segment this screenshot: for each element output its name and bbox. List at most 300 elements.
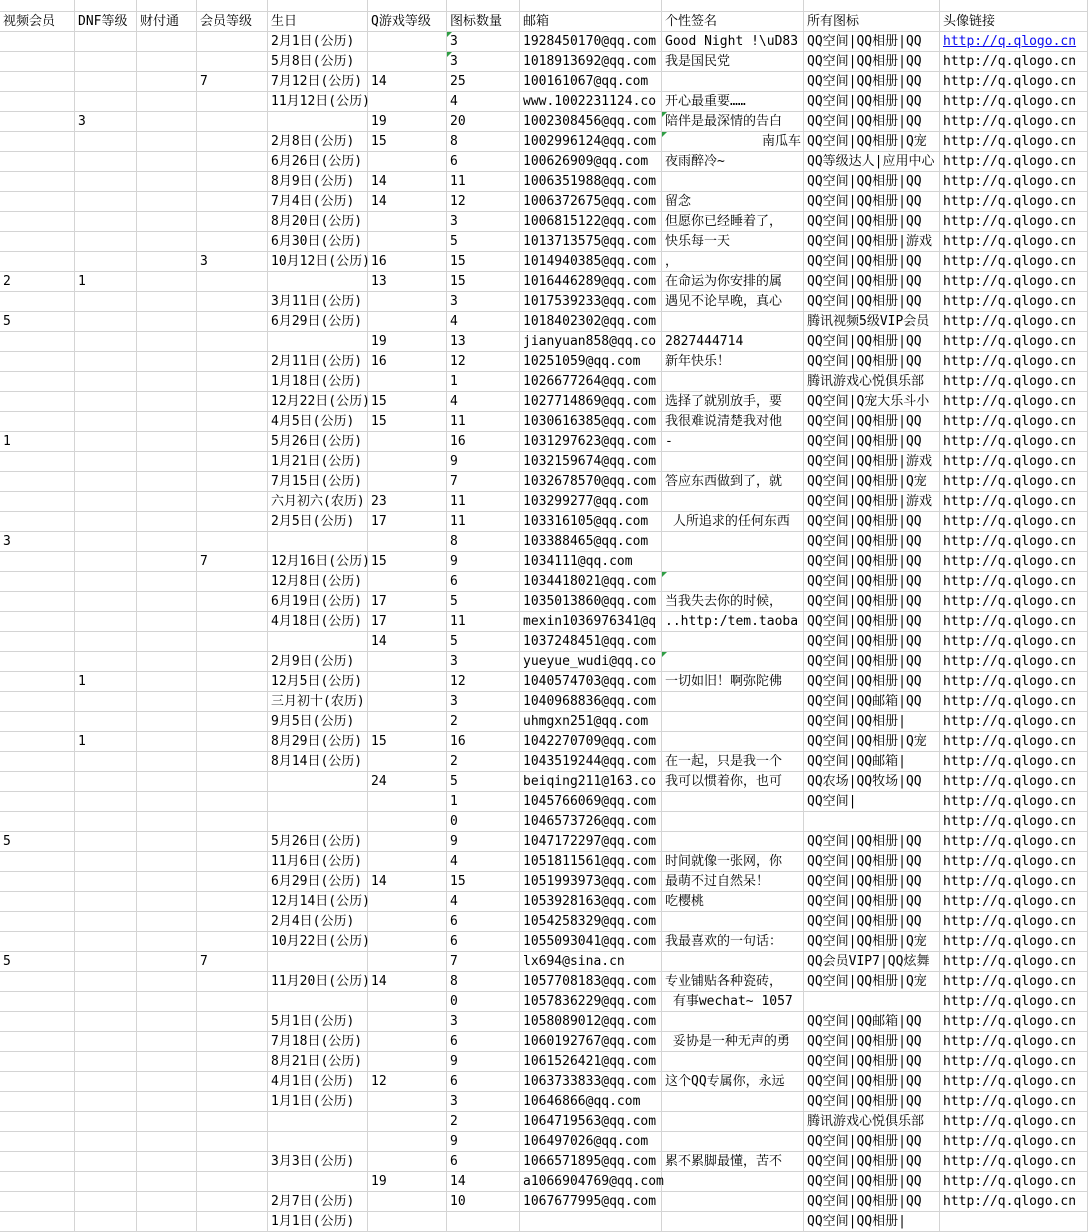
cell-avatar_link[interactable] — [940, 732, 1088, 752]
cell-birthday[interactable] — [268, 532, 368, 552]
cell-birthday[interactable] — [268, 732, 368, 752]
cell-birthday[interactable] — [268, 152, 368, 172]
cell-birthday[interactable] — [268, 752, 368, 772]
cell-dnf_level[interactable] — [75, 152, 137, 172]
cell-video_vip[interactable] — [0, 252, 75, 272]
cell-all_icons[interactable] — [804, 632, 940, 652]
cell-signature[interactable] — [662, 712, 804, 732]
cell-signature[interactable] — [662, 1092, 804, 1112]
cell-dnf_level[interactable] — [75, 272, 137, 292]
cell-all_icons[interactable] — [804, 152, 940, 172]
cell-dnf_level[interactable] — [75, 572, 137, 592]
cell-signature[interactable] — [662, 212, 804, 232]
cell-vip_level[interactable] — [197, 72, 268, 92]
cell-all_icons[interactable] — [804, 272, 940, 292]
cell-dnf_level[interactable] — [75, 612, 137, 632]
cell-q_game_level[interactable] — [368, 572, 447, 592]
cell-video_vip[interactable] — [0, 172, 75, 192]
cell-email[interactable] — [520, 692, 662, 712]
cell-q_game_level[interactable] — [368, 492, 447, 512]
cell-email[interactable] — [520, 712, 662, 732]
cell-all_icons[interactable] — [804, 772, 940, 792]
cell-icon_count[interactable] — [447, 692, 520, 712]
cell-dnf_level[interactable] — [75, 52, 137, 72]
cell-icon_count[interactable] — [447, 1152, 520, 1172]
cell-all_icons[interactable] — [804, 72, 940, 92]
cell-icon_count[interactable] — [447, 1212, 520, 1232]
cell-tenpay[interactable] — [137, 452, 197, 472]
cell-vip_level[interactable] — [197, 1212, 268, 1232]
cell-q_game_level[interactable] — [368, 752, 447, 772]
cell-all_icons[interactable] — [804, 672, 940, 692]
cell-tenpay[interactable] — [137, 872, 197, 892]
cell-tenpay[interactable] — [137, 72, 197, 92]
cell-video_vip[interactable] — [0, 312, 75, 332]
cell-birthday[interactable] — [268, 512, 368, 532]
cell-avatar_link[interactable] — [940, 52, 1088, 72]
cell-icon_count[interactable] — [447, 1192, 520, 1212]
cell-dnf_level[interactable] — [75, 172, 137, 192]
cell-tenpay[interactable] — [137, 1052, 197, 1072]
cell-avatar_link[interactable] — [940, 312, 1088, 332]
cell-dnf_level[interactable] — [75, 932, 137, 952]
cell-all_icons[interactable] — [804, 1172, 940, 1192]
cell-signature[interactable] — [662, 572, 804, 592]
cell-dnf_level[interactable] — [75, 472, 137, 492]
cell-vip_level[interactable] — [197, 772, 268, 792]
cell-video_vip[interactable] — [0, 692, 75, 712]
cell-tenpay[interactable] — [137, 772, 197, 792]
column-header-email[interactable] — [520, 12, 662, 32]
cell-video_vip[interactable] — [0, 572, 75, 592]
cell-vip_level[interactable] — [197, 892, 268, 912]
cell-birthday[interactable] — [268, 792, 368, 812]
cell-email[interactable] — [520, 492, 662, 512]
cell-tenpay[interactable] — [137, 952, 197, 972]
cell-avatar_link[interactable] — [940, 152, 1088, 172]
cell-q_game_level[interactable] — [368, 592, 447, 612]
cell-email[interactable] — [520, 352, 662, 372]
cell-email[interactable] — [520, 1072, 662, 1092]
cell-vip_level[interactable] — [197, 472, 268, 492]
cell-q_game_level[interactable] — [368, 32, 447, 52]
cell-signature[interactable] — [662, 172, 804, 192]
cell-email[interactable] — [520, 552, 662, 572]
cell-video_vip[interactable] — [0, 32, 75, 52]
cell-all_icons[interactable] — [804, 572, 940, 592]
cell-empty[interactable] — [520, 0, 662, 12]
cell-email[interactable] — [520, 512, 662, 532]
cell-vip_level[interactable] — [197, 512, 268, 532]
cell-q_game_level[interactable] — [368, 1192, 447, 1212]
column-header-all_icons[interactable] — [804, 12, 940, 32]
cell-q_game_level[interactable] — [368, 252, 447, 272]
cell-video_vip[interactable] — [0, 632, 75, 652]
cell-vip_level[interactable] — [197, 972, 268, 992]
cell-q_game_level[interactable] — [368, 1012, 447, 1032]
column-header-dnf_level[interactable] — [75, 12, 137, 32]
cell-signature[interactable] — [662, 772, 804, 792]
cell-vip_level[interactable] — [197, 172, 268, 192]
cell-signature[interactable] — [662, 832, 804, 852]
cell-avatar_link[interactable] — [940, 952, 1088, 972]
cell-dnf_level[interactable] — [75, 492, 137, 512]
cell-vip_level[interactable] — [197, 492, 268, 512]
cell-all_icons[interactable] — [804, 612, 940, 632]
cell-tenpay[interactable] — [137, 392, 197, 412]
cell-email[interactable] — [520, 232, 662, 252]
column-header-birthday[interactable] — [268, 12, 368, 32]
cell-signature[interactable] — [662, 612, 804, 632]
cell-avatar_link[interactable] — [940, 472, 1088, 492]
cell-dnf_level[interactable] — [75, 552, 137, 572]
cell-tenpay[interactable] — [137, 32, 197, 52]
cell-video_vip[interactable] — [0, 192, 75, 212]
cell-avatar_link[interactable] — [940, 1212, 1088, 1232]
cell-avatar_link[interactable] — [940, 592, 1088, 612]
cell-birthday[interactable] — [268, 632, 368, 652]
cell-video_vip[interactable] — [0, 592, 75, 612]
cell-avatar_link[interactable] — [940, 92, 1088, 112]
cell-tenpay[interactable] — [137, 672, 197, 692]
cell-signature[interactable] — [662, 232, 804, 252]
cell-all_icons[interactable] — [804, 212, 940, 232]
cell-tenpay[interactable] — [137, 1192, 197, 1212]
cell-tenpay[interactable] — [137, 912, 197, 932]
cell-vip_level[interactable] — [197, 1132, 268, 1152]
cell-empty[interactable] — [268, 0, 368, 12]
cell-birthday[interactable] — [268, 932, 368, 952]
cell-tenpay[interactable] — [137, 212, 197, 232]
cell-video_vip[interactable] — [0, 952, 75, 972]
cell-avatar_link[interactable] — [940, 432, 1088, 452]
cell-q_game_level[interactable] — [368, 452, 447, 472]
cell-avatar_link[interactable] — [940, 132, 1088, 152]
cell-all_icons[interactable] — [804, 1152, 940, 1172]
cell-tenpay[interactable] — [137, 792, 197, 812]
cell-tenpay[interactable] — [137, 352, 197, 372]
cell-icon_count[interactable] — [447, 1052, 520, 1072]
cell-all_icons[interactable] — [804, 532, 940, 552]
cell-email[interactable] — [520, 192, 662, 212]
cell-birthday[interactable] — [268, 592, 368, 612]
cell-tenpay[interactable] — [137, 312, 197, 332]
cell-vip_level[interactable] — [197, 312, 268, 332]
cell-tenpay[interactable] — [137, 932, 197, 952]
cell-dnf_level[interactable] — [75, 692, 137, 712]
cell-avatar_link[interactable] — [940, 1192, 1088, 1212]
cell-email[interactable] — [520, 772, 662, 792]
cell-q_game_level[interactable] — [368, 1152, 447, 1172]
cell-dnf_level[interactable] — [75, 92, 137, 112]
cell-email[interactable] — [520, 992, 662, 1012]
cell-avatar_link[interactable] — [940, 192, 1088, 212]
cell-tenpay[interactable] — [137, 192, 197, 212]
cell-email[interactable] — [520, 952, 662, 972]
cell-birthday[interactable] — [268, 1132, 368, 1152]
cell-signature[interactable] — [662, 292, 804, 312]
cell-dnf_level[interactable] — [75, 992, 137, 1012]
cell-signature[interactable] — [662, 32, 804, 52]
cell-birthday[interactable] — [268, 192, 368, 212]
cell-dnf_level[interactable] — [75, 592, 137, 612]
cell-video_vip[interactable] — [0, 652, 75, 672]
cell-avatar_link[interactable] — [940, 1052, 1088, 1072]
cell-tenpay[interactable] — [137, 332, 197, 352]
cell-vip_level[interactable] — [197, 1032, 268, 1052]
cell-dnf_level[interactable] — [75, 752, 137, 772]
cell-video_vip[interactable] — [0, 1132, 75, 1152]
cell-birthday[interactable] — [268, 1192, 368, 1212]
cell-video_vip[interactable] — [0, 972, 75, 992]
cell-avatar_link[interactable] — [940, 452, 1088, 472]
cell-avatar_link[interactable] — [940, 612, 1088, 632]
cell-email[interactable] — [520, 932, 662, 952]
cell-tenpay[interactable] — [137, 512, 197, 532]
cell-dnf_level[interactable] — [75, 512, 137, 532]
cell-q_game_level[interactable] — [368, 1132, 447, 1152]
cell-vip_level[interactable] — [197, 912, 268, 932]
cell-avatar_link[interactable] — [940, 812, 1088, 832]
cell-icon_count[interactable] — [447, 452, 520, 472]
cell-birthday[interactable] — [268, 92, 368, 112]
cell-all_icons[interactable] — [804, 592, 940, 612]
cell-signature[interactable] — [662, 352, 804, 372]
cell-vip_level[interactable] — [197, 292, 268, 312]
cell-dnf_level[interactable] — [75, 1092, 137, 1112]
cell-signature[interactable] — [662, 992, 804, 1012]
cell-dnf_level[interactable] — [75, 412, 137, 432]
cell-tenpay[interactable] — [137, 1072, 197, 1092]
cell-video_vip[interactable] — [0, 1152, 75, 1172]
cell-q_game_level[interactable] — [368, 212, 447, 232]
cell-dnf_level[interactable] — [75, 112, 137, 132]
cell-avatar_link[interactable] — [940, 1152, 1088, 1172]
cell-email[interactable] — [520, 272, 662, 292]
cell-vip_level[interactable] — [197, 832, 268, 852]
cell-dnf_level[interactable] — [75, 1192, 137, 1212]
cell-video_vip[interactable] — [0, 812, 75, 832]
cell-vip_level[interactable] — [197, 1172, 268, 1192]
cell-q_game_level[interactable] — [368, 832, 447, 852]
cell-q_game_level[interactable] — [368, 352, 447, 372]
cell-all_icons[interactable] — [804, 1012, 940, 1032]
cell-tenpay[interactable] — [137, 732, 197, 752]
cell-signature[interactable] — [662, 152, 804, 172]
cell-dnf_level[interactable] — [75, 892, 137, 912]
cell-video_vip[interactable] — [0, 1192, 75, 1212]
cell-dnf_level[interactable] — [75, 372, 137, 392]
cell-all_icons[interactable] — [804, 1192, 940, 1212]
cell-vip_level[interactable] — [197, 792, 268, 812]
cell-avatar_link[interactable] — [940, 852, 1088, 872]
cell-tenpay[interactable] — [137, 1152, 197, 1172]
cell-signature[interactable] — [662, 432, 804, 452]
cell-dnf_level[interactable] — [75, 312, 137, 332]
cell-email[interactable] — [520, 832, 662, 852]
cell-tenpay[interactable] — [137, 372, 197, 392]
cell-email[interactable] — [520, 1032, 662, 1052]
cell-icon_count[interactable] — [447, 572, 520, 592]
cell-icon_count[interactable] — [447, 1072, 520, 1092]
cell-tenpay[interactable] — [137, 652, 197, 672]
cell-signature[interactable] — [662, 492, 804, 512]
cell-signature[interactable] — [662, 1172, 804, 1192]
cell-video_vip[interactable] — [0, 1092, 75, 1112]
cell-q_game_level[interactable] — [368, 432, 447, 452]
cell-birthday[interactable] — [268, 772, 368, 792]
cell-tenpay[interactable] — [137, 172, 197, 192]
cell-tenpay[interactable] — [137, 472, 197, 492]
cell-video_vip[interactable] — [0, 152, 75, 172]
cell-video_vip[interactable] — [0, 72, 75, 92]
cell-avatar_link[interactable] — [940, 652, 1088, 672]
cell-dnf_level[interactable] — [75, 792, 137, 812]
cell-icon_count[interactable] — [447, 852, 520, 872]
cell-q_game_level[interactable] — [368, 552, 447, 572]
cell-dnf_level[interactable] — [75, 672, 137, 692]
cell-q_game_level[interactable] — [368, 512, 447, 532]
cell-icon_count[interactable] — [447, 1012, 520, 1032]
cell-all_icons[interactable] — [804, 332, 940, 352]
cell-dnf_level[interactable] — [75, 852, 137, 872]
cell-avatar_link[interactable] — [940, 1132, 1088, 1152]
cell-avatar_link[interactable] — [940, 792, 1088, 812]
cell-all_icons[interactable] — [804, 292, 940, 312]
cell-avatar_link[interactable] — [940, 752, 1088, 772]
cell-tenpay[interactable] — [137, 692, 197, 712]
cell-video_vip[interactable] — [0, 752, 75, 772]
cell-signature[interactable] — [662, 392, 804, 412]
cell-signature[interactable] — [662, 472, 804, 492]
cell-vip_level[interactable] — [197, 632, 268, 652]
cell-all_icons[interactable] — [804, 1092, 940, 1112]
cell-signature[interactable] — [662, 952, 804, 972]
cell-dnf_level[interactable] — [75, 772, 137, 792]
cell-dnf_level[interactable] — [75, 1072, 137, 1092]
cell-icon_count[interactable] — [447, 1172, 520, 1192]
cell-all_icons[interactable] — [804, 1212, 940, 1232]
cell-vip_level[interactable] — [197, 232, 268, 252]
cell-all_icons[interactable] — [804, 52, 940, 72]
cell-birthday[interactable] — [268, 492, 368, 512]
cell-video_vip[interactable] — [0, 412, 75, 432]
cell-birthday[interactable] — [268, 252, 368, 272]
cell-birthday[interactable] — [268, 1152, 368, 1172]
cell-video_vip[interactable] — [0, 92, 75, 112]
cell-empty[interactable] — [662, 0, 804, 12]
cell-vip_level[interactable] — [197, 332, 268, 352]
cell-tenpay[interactable] — [137, 1132, 197, 1152]
cell-tenpay[interactable] — [137, 252, 197, 272]
cell-vip_level[interactable] — [197, 852, 268, 872]
cell-birthday[interactable] — [268, 612, 368, 632]
cell-birthday[interactable] — [268, 72, 368, 92]
cell-dnf_level[interactable] — [75, 432, 137, 452]
cell-video_vip[interactable] — [0, 112, 75, 132]
cell-vip_level[interactable] — [197, 452, 268, 472]
cell-dnf_level[interactable] — [75, 452, 137, 472]
cell-tenpay[interactable] — [137, 1212, 197, 1232]
cell-video_vip[interactable] — [0, 372, 75, 392]
cell-signature[interactable] — [662, 912, 804, 932]
cell-tenpay[interactable] — [137, 52, 197, 72]
cell-icon_count[interactable] — [447, 992, 520, 1012]
cell-icon_count[interactable] — [447, 712, 520, 732]
cell-avatar_link[interactable] — [940, 972, 1088, 992]
cell-email[interactable] — [520, 1012, 662, 1032]
cell-signature[interactable] — [662, 252, 804, 272]
cell-icon_count[interactable] — [447, 32, 520, 52]
cell-avatar_link[interactable] — [940, 1112, 1088, 1132]
cell-dnf_level[interactable] — [75, 912, 137, 932]
cell-signature[interactable] — [662, 1192, 804, 1212]
cell-signature[interactable] — [662, 92, 804, 112]
cell-video_vip[interactable] — [0, 872, 75, 892]
cell-email[interactable] — [520, 892, 662, 912]
cell-icon_count[interactable] — [447, 792, 520, 812]
cell-signature[interactable] — [662, 752, 804, 772]
cell-icon_count[interactable] — [447, 1092, 520, 1112]
cell-icon_count[interactable] — [447, 592, 520, 612]
cell-all_icons[interactable] — [804, 472, 940, 492]
cell-vip_level[interactable] — [197, 352, 268, 372]
cell-empty[interactable] — [368, 0, 447, 12]
cell-q_game_level[interactable] — [368, 52, 447, 72]
cell-icon_count[interactable] — [447, 292, 520, 312]
cell-tenpay[interactable] — [137, 632, 197, 652]
cell-vip_level[interactable] — [197, 212, 268, 232]
cell-vip_level[interactable] — [197, 252, 268, 272]
cell-icon_count[interactable] — [447, 172, 520, 192]
cell-vip_level[interactable] — [197, 752, 268, 772]
cell-q_game_level[interactable] — [368, 412, 447, 432]
cell-dnf_level[interactable] — [75, 1172, 137, 1192]
cell-birthday[interactable] — [268, 372, 368, 392]
cell-vip_level[interactable] — [197, 592, 268, 612]
cell-vip_level[interactable] — [197, 672, 268, 692]
cell-vip_level[interactable] — [197, 552, 268, 572]
cell-email[interactable] — [520, 852, 662, 872]
cell-all_icons[interactable] — [804, 952, 940, 972]
cell-signature[interactable] — [662, 552, 804, 572]
cell-video_vip[interactable] — [0, 712, 75, 732]
cell-avatar_link[interactable] — [940, 632, 1088, 652]
cell-signature[interactable] — [662, 1132, 804, 1152]
cell-birthday[interactable] — [268, 1112, 368, 1132]
cell-dnf_level[interactable] — [75, 332, 137, 352]
cell-q_game_level[interactable] — [368, 132, 447, 152]
cell-tenpay[interactable] — [137, 592, 197, 612]
cell-q_game_level[interactable] — [368, 792, 447, 812]
cell-video_vip[interactable] — [0, 912, 75, 932]
cell-vip_level[interactable] — [197, 872, 268, 892]
cell-avatar_link[interactable] — [940, 672, 1088, 692]
cell-tenpay[interactable] — [137, 432, 197, 452]
cell-signature[interactable] — [662, 1212, 804, 1232]
cell-vip_level[interactable] — [197, 32, 268, 52]
cell-all_icons[interactable] — [804, 352, 940, 372]
cell-icon_count[interactable] — [447, 1112, 520, 1132]
cell-tenpay[interactable] — [137, 752, 197, 772]
cell-icon_count[interactable] — [447, 72, 520, 92]
cell-vip_level[interactable] — [197, 1012, 268, 1032]
cell-email[interactable] — [520, 872, 662, 892]
cell-all_icons[interactable] — [804, 452, 940, 472]
cell-icon_count[interactable] — [447, 932, 520, 952]
cell-birthday[interactable] — [268, 1012, 368, 1032]
cell-icon_count[interactable] — [447, 832, 520, 852]
